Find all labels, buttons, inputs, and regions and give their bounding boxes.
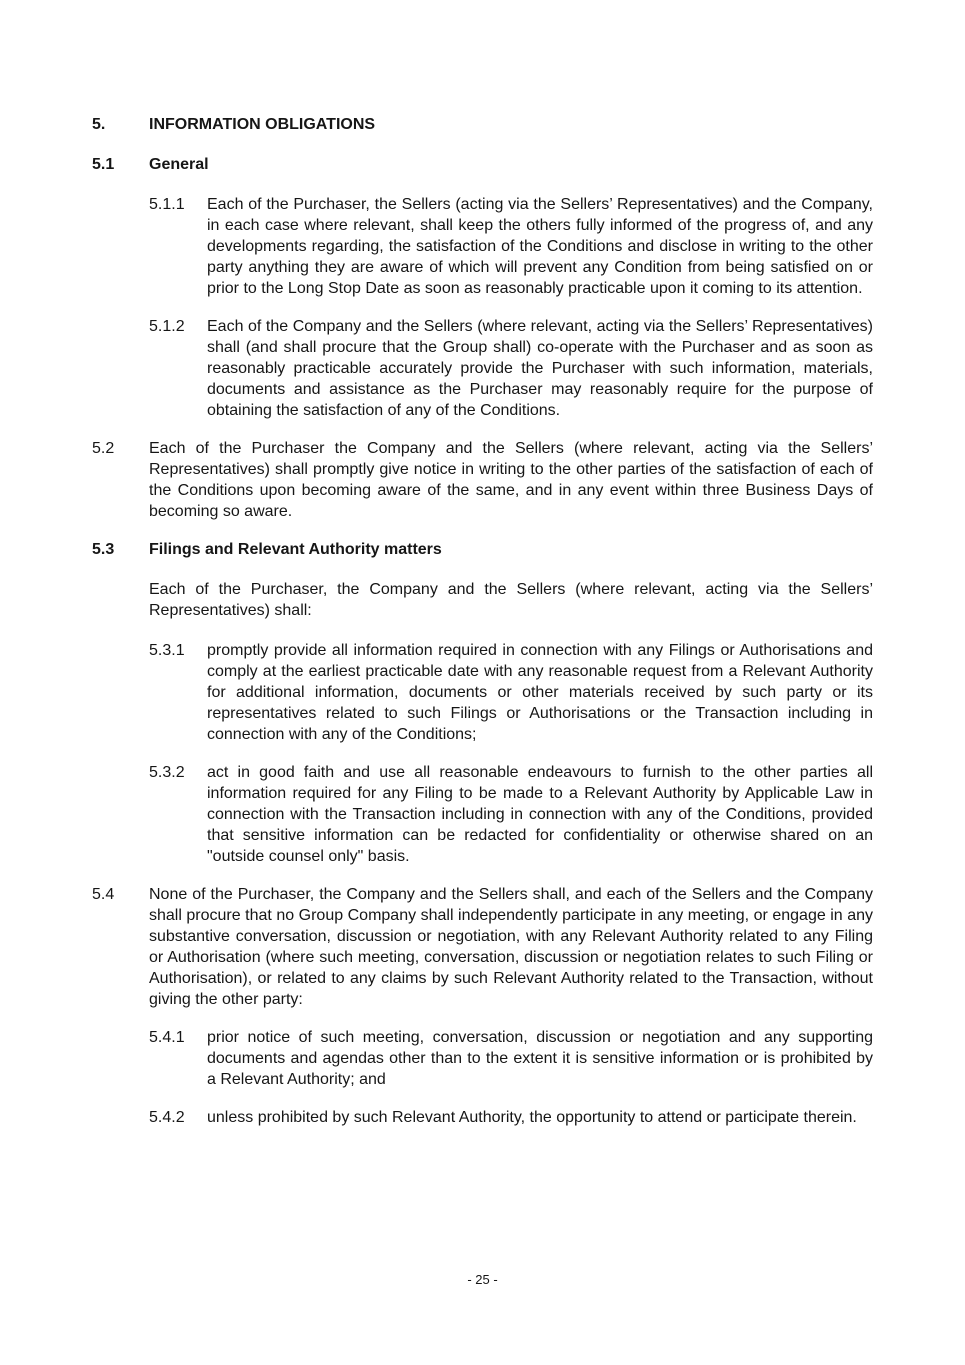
- section-heading: Filings and Relevant Authority matters: [149, 541, 442, 558]
- document-body: [92, 114, 873, 1145]
- clause-5-4-row: [92, 884, 873, 1010]
- clause-number: [92, 579, 149, 621]
- clause-number: 5.4.1: [149, 1029, 185, 1046]
- clause-5-3-intro-row: [92, 579, 873, 621]
- clause-5-3-1-row: [149, 640, 873, 745]
- section-heading: INFORMATION OBLIGATIONS: [149, 116, 376, 133]
- clause-text: act in good faith and use all reasonable endeavours to furnish to the other parties all information required for any Filing to be made to a Relevant Authority by Applicable Law in connection with the Transaction including in connection with any of the Conditions, provided that sensitive information can be redacted for confidentiality or otherwise shared on an "outside counsel only" basis.: [207, 764, 873, 865]
- clause-text: Each of the Company and the Sellers (where relevant, acting via the Sellers’ Representatives) shall (and shall procure that the Group shall) co-operate with the Purchaser and as soon as reasonably practicable accurately provide the Purchaser with such information, materials, documents and assistance as the Purchaser may reasonably require for the purpose of obtaining the satisfaction of any of the Conditions.: [207, 318, 873, 419]
- clause-number: 5.1.2: [149, 318, 185, 335]
- clause-text: Each of the Purchaser, the Company and the Sellers (where relevant, acting via the Sellers’ Representatives) shall:: [149, 581, 873, 619]
- clause-text: unless prohibited by such Relevant Authority, the opportunity to attend or participate therein.: [207, 1109, 857, 1126]
- section-heading: General: [149, 156, 209, 173]
- clause-number: 5.4: [92, 886, 115, 903]
- clause-number: 5.1.1: [149, 196, 185, 213]
- clause-5-4-2-row: [149, 1107, 873, 1128]
- clause-5-2-row: [92, 438, 873, 522]
- clause-text: None of the Purchaser, the Company and the Sellers shall, and each of the Sellers and the Company shall procure that no Group Company shall independently participate in any meeting, or engage in any substantive conversation, discussion or negotiation, with any Relevant Authority related to any Filing or Authorisation (where such meeting, conversation, discussion or negotiation relates to such Filing or Authorisation), or related to any claims by such Relevant Authority related to the Transaction, without giving the other party:: [149, 886, 873, 1008]
- section-5-heading-row: [92, 114, 873, 135]
- clause-number: 5.2: [92, 440, 115, 457]
- clause-5-4-1-row: [149, 1027, 873, 1090]
- section-number: 5.1: [92, 156, 115, 173]
- clause-text: promptly provide all information required in connection with any Filings or Authorisations and comply at the earliest practicable date with any reasonable request from a Relevant Authority for additional information, documents or other materials received by such party or its representatives related to such Filings or Authorisations or the Transaction including in connection with any of the Conditions;: [207, 642, 873, 743]
- clause-5-1-1-row: [149, 194, 873, 299]
- section-5-3-heading-row: [92, 539, 873, 560]
- clause-number: 5.3.2: [149, 764, 185, 781]
- clause-text: Each of the Purchaser, the Sellers (acting via the Sellers’ Representatives) and the Company, in each case where relevant, shall keep the others fully informed of the progress of, and any developments regarding, the satisfaction of the Conditions and disclose in writing to the other party anything they are aware of which will prevent any Condition from being satisfied on or prior to the Long Stop Date as soon as reasonably practicable upon it coming to its attention.: [207, 196, 873, 297]
- section-number: 5.: [92, 116, 106, 133]
- clause-number: 5.4.2: [149, 1109, 185, 1126]
- section-number: 5.3: [92, 541, 115, 558]
- clause-5-3-2-row: [149, 762, 873, 867]
- clause-text: prior notice of such meeting, conversation, discussion or negotiation and any supporting documents and agendas other than to the extent it is sensitive information or is prohibited by a Relevant Authority; and: [207, 1029, 873, 1088]
- clause-number: 5.3.1: [149, 642, 185, 659]
- clause-5-1-2-row: [149, 316, 873, 421]
- section-5-1-heading-row: [92, 154, 873, 175]
- page-number: - 25 -: [467, 1272, 498, 1287]
- clause-text: Each of the Purchaser the Company and the Sellers (where relevant, acting via the Sellers’ Representatives) shall promptly give notice in writing to the other parties of the satisfaction of each of the Conditions upon becoming aware of the same, and in any event within three Business Days of becoming so aware.: [149, 440, 873, 520]
